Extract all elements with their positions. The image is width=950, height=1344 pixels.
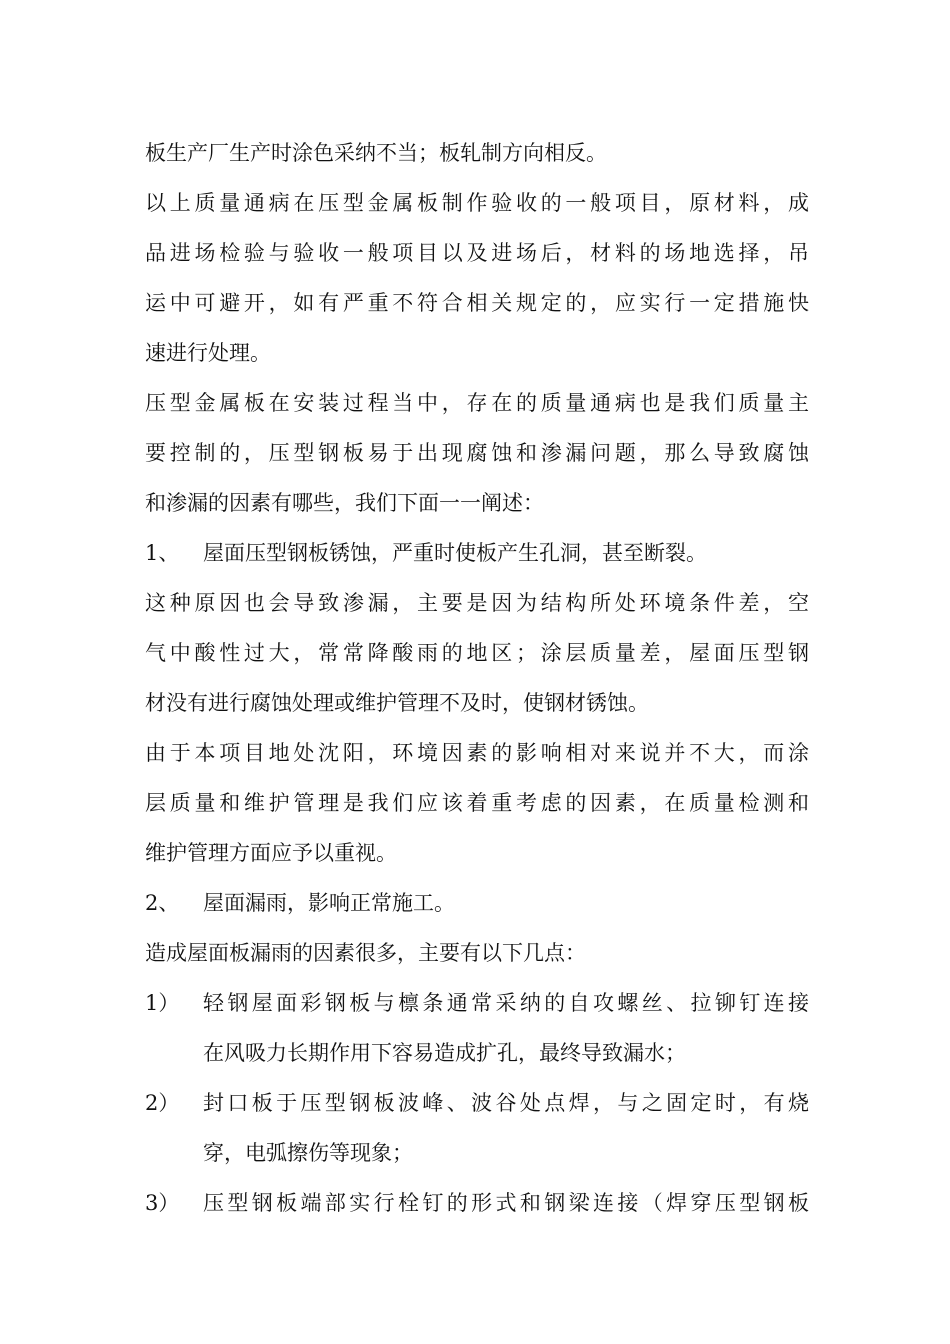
list-item	[145, 978, 809, 1028]
list-item	[145, 1178, 809, 1228]
list-item-text: 屋面压型钢板锈蚀，严重时使板产生孔洞，甚至断裂。	[203, 541, 707, 565]
paragraph-line: 要控制的，压型钢板易于出现腐蚀和渗漏问题，那么导致腐蚀	[145, 441, 809, 465]
list-item-text: 压型钢板端部实行栓钉的形式和钢梁连接（焊穿压型钢板	[203, 1191, 809, 1215]
document-body	[145, 128, 809, 1228]
list-marker: 1、	[145, 541, 180, 565]
paragraph-line: 压型金属板在安装过程当中，存在的质量通病也是我们质量主	[145, 391, 809, 415]
paragraph-line: 运中可避开，如有严重不符合相关规定的，应实行一定措施快	[145, 291, 809, 315]
paragraph-line: 这种原因也会导致渗漏，主要是因为结构所处环境条件差，空	[145, 591, 809, 615]
list-item-text: 轻钢屋面彩钢板与檩条通常采纳的自攻螺丝、拉铆钉连接	[203, 991, 809, 1015]
paragraph-line: 材没有进行腐蚀处理或维护管理不及时，使钢材锈蚀。	[145, 691, 649, 715]
paragraph-line: 品进场检验与验收一般项目以及进场后，材料的场地选择，吊	[145, 241, 809, 265]
paragraph-line: 造成屋面板漏雨的因素很多，主要有以下几点：	[145, 941, 586, 965]
list-item-continuation: 穿，电弧擦伤等现象；	[203, 1141, 413, 1165]
paragraph-line: 维护管理方面应予以重视。	[145, 841, 397, 865]
list-marker: 2）	[145, 1091, 180, 1115]
paragraph-line: 由于本项目地处沈阳，环境因素的影响相对来说并不大，而涂	[145, 741, 809, 765]
paragraph-line: 和渗漏的因素有哪些，我们下面一一阐述：	[145, 491, 544, 515]
list-item	[145, 1078, 809, 1128]
list-item-continuation: 在风吸力长期作用下容易造成扩孔，最终导致漏水；	[203, 1041, 686, 1065]
numbered-heading	[145, 528, 809, 578]
list-marker: 2、	[145, 891, 180, 915]
list-item-text: 屋面漏雨，影响正常施工。	[203, 891, 455, 915]
paragraph-line: 板生产厂生产时涂色采纳不当；板轧制方向相反。	[145, 141, 607, 165]
paragraph-line: 以上质量通病在压型金属板制作验收的一般项目，原材料，成	[145, 191, 809, 215]
list-marker: 3）	[145, 1191, 180, 1215]
numbered-heading	[145, 878, 809, 928]
paragraph-line: 层质量和维护管理是我们应该着重考虑的因素，在质量检测和	[145, 791, 809, 815]
paragraph-line: 气中酸性过大，常常降酸雨的地区；涂层质量差，屋面压型钢	[145, 641, 809, 665]
paragraph-line: 速进行处理。	[145, 341, 271, 365]
list-marker: 1）	[145, 991, 180, 1015]
list-item-text: 封口板于压型钢板波峰、波谷处点焊，与之固定时，有烧	[203, 1091, 809, 1115]
